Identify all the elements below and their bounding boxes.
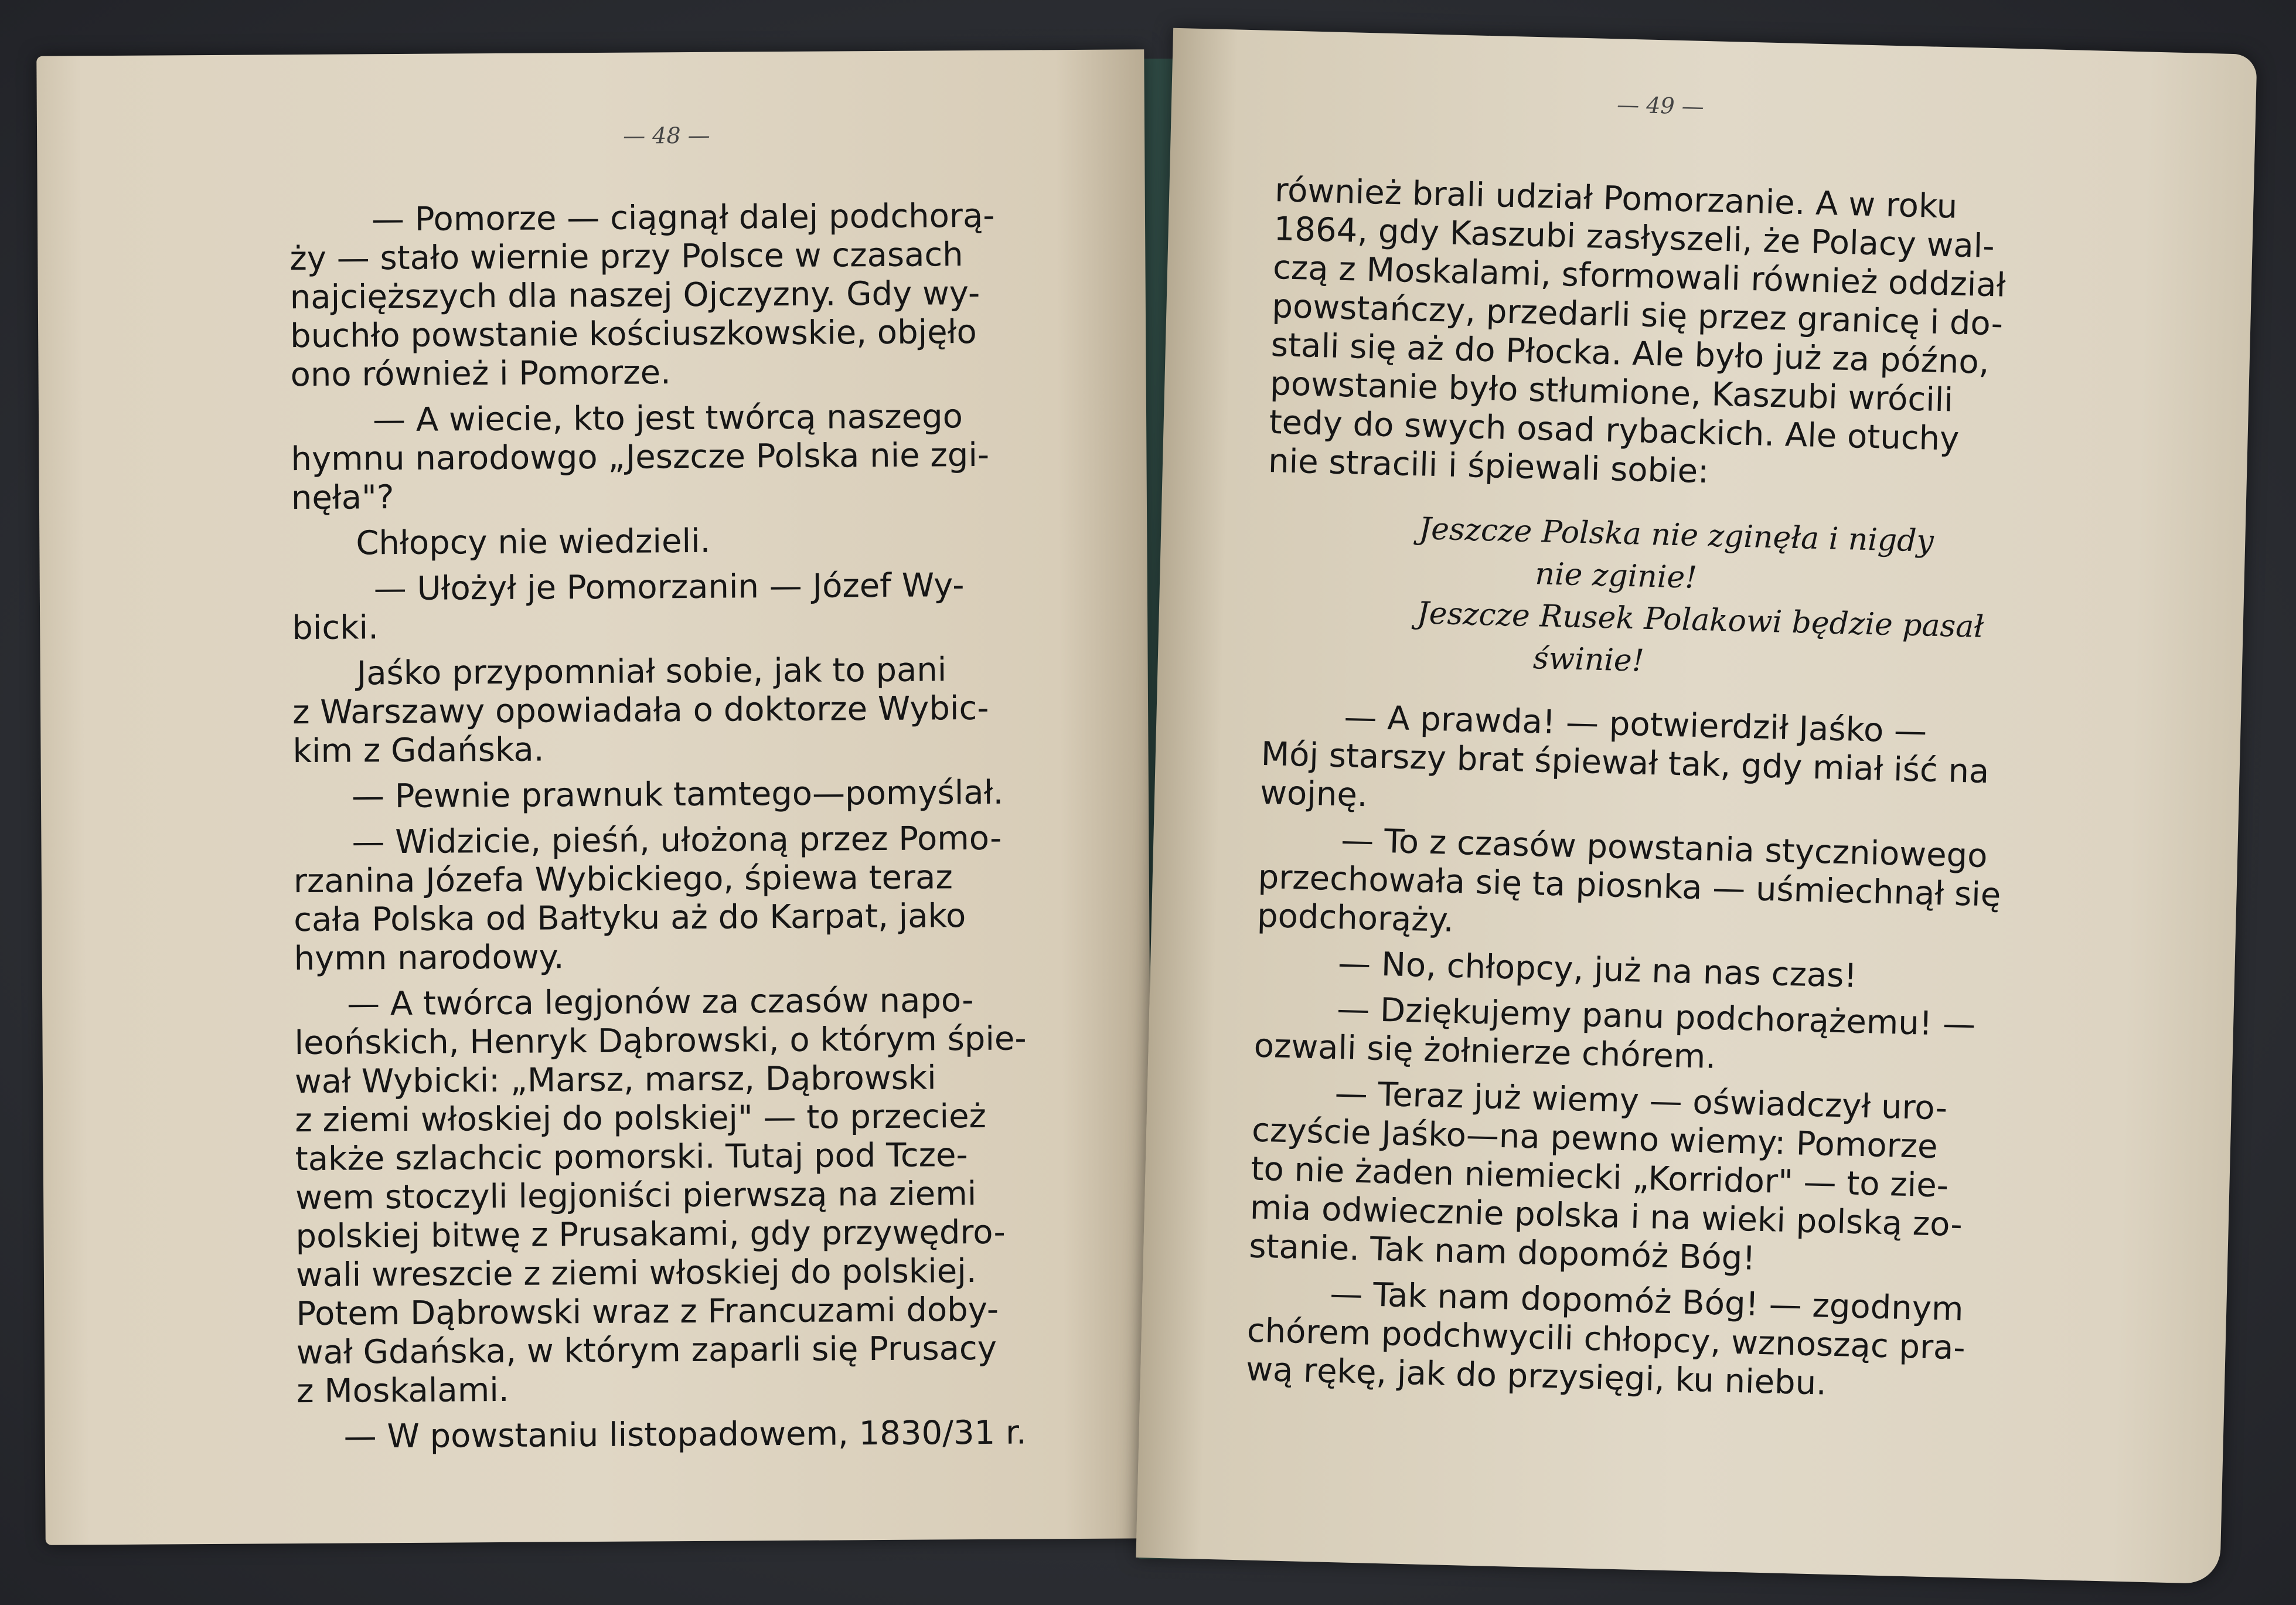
left-paragraph-6: — Pewnie prawnuk tamtego—pomyślał. [351, 773, 1004, 816]
right-paragraph-4: — No, chłopcy, już na nas czas! [1337, 944, 1858, 995]
left-paragraph-3: Chłopcy nie wiedzieli. [356, 522, 711, 563]
left-page [36, 49, 1153, 1545]
poem-line-4: świnie! [1532, 641, 1645, 679]
right-page [1136, 28, 2257, 1584]
left-paragraph-7: — Widzicie, pieśń, ułożoną przez Pomo- rzanina Józefa Wybickiego, śpiewa teraz cała Polska od Bałtyku aż do Karpat, jako hymn narodowy. [293, 819, 1002, 978]
right-paragraph-1: również brali udział Pomorzanie. A w roku 1864, gdy Kaszubi zasłyszeli, że Polacy wal- czą z Moskalami, sformowali również oddział powstańczy, przedarli się przez granicę i do- stali się aż do Płocka. Ale było już za późno, powstanie było stłumione, Kaszubi wrócili tedy do swych osad rybackich. Ale otuchy nie stracili i śpiewali sobie: [1268, 171, 2007, 491]
left-paragraph-4: — Ułożył je Pomorzanin — Józef Wy- bicki. [292, 566, 965, 648]
left-paragraph-9: — W powstaniu listopadowem, 1830/31 r. [343, 1413, 1027, 1456]
poem-line-1: Jeszcze Polska nie zginęła i nigdy [1418, 511, 1934, 559]
right-paragraph-5: — Dziękujemy panu podchorążemu! — ozwali się żołnierze chórem. [1253, 990, 1976, 1076]
right-paragraph-3: — To z czasów powstania styczniowego przechowała się ta piosnka — uśmiechnął się podchorąży. [1256, 821, 2002, 940]
open-book [23, 35, 2250, 1589]
left-page-text [289, 196, 1065, 1464]
left-paragraph-8: — A twórca legjonów za czasów napo- leońskich, Henryk Dąbrowski, o którym śpie- wał Wybicki: „Marsz, marsz, Dąbrowski z ziemi włoskiej do polskiej" — to przecież także szlachcic pomorski. Tutaj pod Tcze- wem stoczyli legjoniści pierwszą na ziemi polskiej bitwę z Prusakami, gdy przywędro- wali wreszcie z ziemi włoskiej do polskiej. Potem Dąbrowski wraz z Francuzami doby- wał Gdańska, w którym zaparli się Prusacy z Moskalami. [294, 981, 1027, 1411]
left-paragraph-5: Jaśko przypomniał sobie, jak to pani z Warszawy opowiadała o doktorze Wybic- kim z Gdańska. [292, 651, 989, 771]
poem-line-2: nie zginie! [1534, 556, 1698, 596]
left-paragraph-2: — A wiecie, kto jest twórcą naszego hymnu narodowgo „Jeszcze Polska nie zgi- nęła"? [291, 397, 990, 518]
poem-verse [1263, 504, 2029, 692]
right-page-number: — 49 — [1616, 91, 1705, 120]
right-paragraph-7: — Tak nam dopomóż Bóg! — zgodnym chórem podchwycili chłopcy, wznosząc pra- wą rękę, jak do przysięgi, ku niebu. [1245, 1274, 1966, 1403]
right-paragraph-6: — Teraz już wiemy — oświadczył uro- czyście Jaśko—na pewno wiemy: Pomorze to nie żaden niemiecki „Korridor" — to zie- mia odwiecznie polska i na wieki polską zo- stanie. Tak nam dopomóż Bóg! [1248, 1074, 1963, 1278]
right-page-text [1245, 171, 2037, 1414]
left-page-number: — 48 — [622, 122, 710, 149]
right-paragraph-2: — A prawda! — potwierdził Jaśko — Mój starszy brat śpiewał tak, gdy miał iść na wojnę. [1259, 698, 1990, 815]
left-paragraph-1: — Pomorze — ciągnął dalej podchorą- ży — stało wiernie przy Polsce w czasach najcięższych dla naszej Ojczyzny. Gdy wy- buchło powstanie kościuszkowskie, objęło ono również i Pomorze. [289, 196, 995, 395]
poem-line-3: Jeszcze Rusek Polakowi będzie pasał [1416, 596, 1984, 645]
